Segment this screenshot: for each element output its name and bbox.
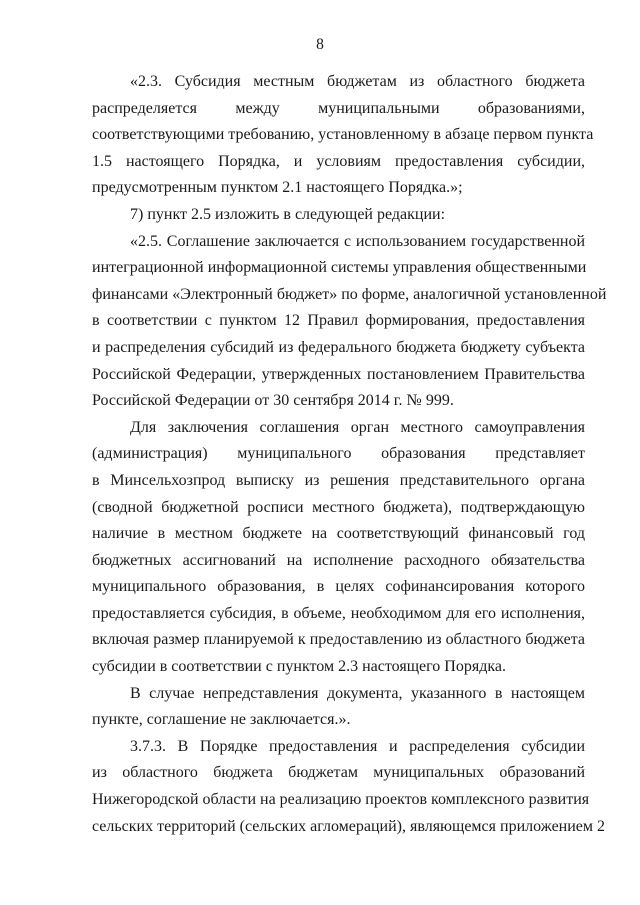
paragraph-3-7-3 xyxy=(92,734,606,840)
document-body xyxy=(92,69,607,840)
text-line: (сводной бюджетной росписи местного бюджета), подтверждающую xyxy=(92,498,585,516)
paragraph-non-submission xyxy=(92,681,585,734)
text-line: соответствующими требованию, установленному в абзаце первом пункта xyxy=(92,126,594,144)
page-number: 8 xyxy=(316,36,324,53)
paragraph-item-7 xyxy=(92,202,585,229)
text-line: муниципального образования, в целях софинансирования которого xyxy=(92,578,585,596)
text-line: и распределения субсидий из федерального бюджета бюджету субъекта xyxy=(92,338,585,356)
text-line: предусмотренным пунктом 2.1 настоящего Порядка.»; xyxy=(92,179,463,197)
text-line: финансами «Электронный бюджет» по форме, аналогичной установленной xyxy=(92,285,607,303)
text-line: предоставляется субсидия, в объеме, необходимом для его исполнения, xyxy=(92,604,585,622)
text-line: включая размер планируемой к предоставлению из областного бюджета xyxy=(92,631,585,649)
text-line: в соответствии с пунктом 12 Правил формирования, предоставления xyxy=(92,312,585,330)
text-line: «2.3. Субсидия местным бюджетам из областного бюджета xyxy=(130,73,585,90)
text-line: в Минсельхозпрод выписку из решения представительного органа xyxy=(92,471,585,489)
text-line: «2.5. Соглашение заключается с использованием государственной xyxy=(130,232,585,250)
text-line: субсидии в соответствии с пунктом 2.3 настоящего Порядка. xyxy=(92,658,506,676)
text-line: бюджетных ассигнований на исполнение расходного обязательства xyxy=(92,551,585,569)
text-line: из областного бюджета бюджетам муниципальных образований xyxy=(92,764,585,782)
text-line: Российской Федерации от 30 сентября 2014 г. № 999. xyxy=(92,392,454,410)
text-line: Российской Федерации, утвержденных постановлением Правительства xyxy=(92,365,585,383)
paragraph-2-3 xyxy=(92,69,594,202)
text-line: (администрация) муниципального образования представляет xyxy=(92,445,585,463)
text-line: 1.5 настоящего Порядка, и условиям предоставления субсидии, xyxy=(92,152,585,170)
text-line: распределяется между муниципальными образованиями, xyxy=(92,99,585,117)
text-line: В случае непредставления документа, указанного в настоящем xyxy=(130,684,585,702)
text-line: наличие в местном бюджете на соответствующий финансовый год xyxy=(92,525,585,543)
text-line: 3.7.3. В Порядке предоставления и распределения субсидии xyxy=(130,737,585,755)
text-line: 7) пункт 2.5 изложить в следующей редакции: xyxy=(130,205,446,223)
paragraph-agreement-conditions xyxy=(92,415,585,681)
text-line: Нижегородской области на реализацию проектов комплексного развития xyxy=(92,791,590,809)
paragraph-2-5 xyxy=(92,229,607,415)
text-line: Для заключения соглашения орган местного самоуправления xyxy=(130,418,585,436)
text-line: пункте, соглашение не заключается.». xyxy=(92,711,351,729)
text-line: интеграционной информационной системы управления общественными xyxy=(92,259,587,277)
text-line: сельских территорий (сельских агломераций), являющемся приложением 2 xyxy=(92,817,606,835)
